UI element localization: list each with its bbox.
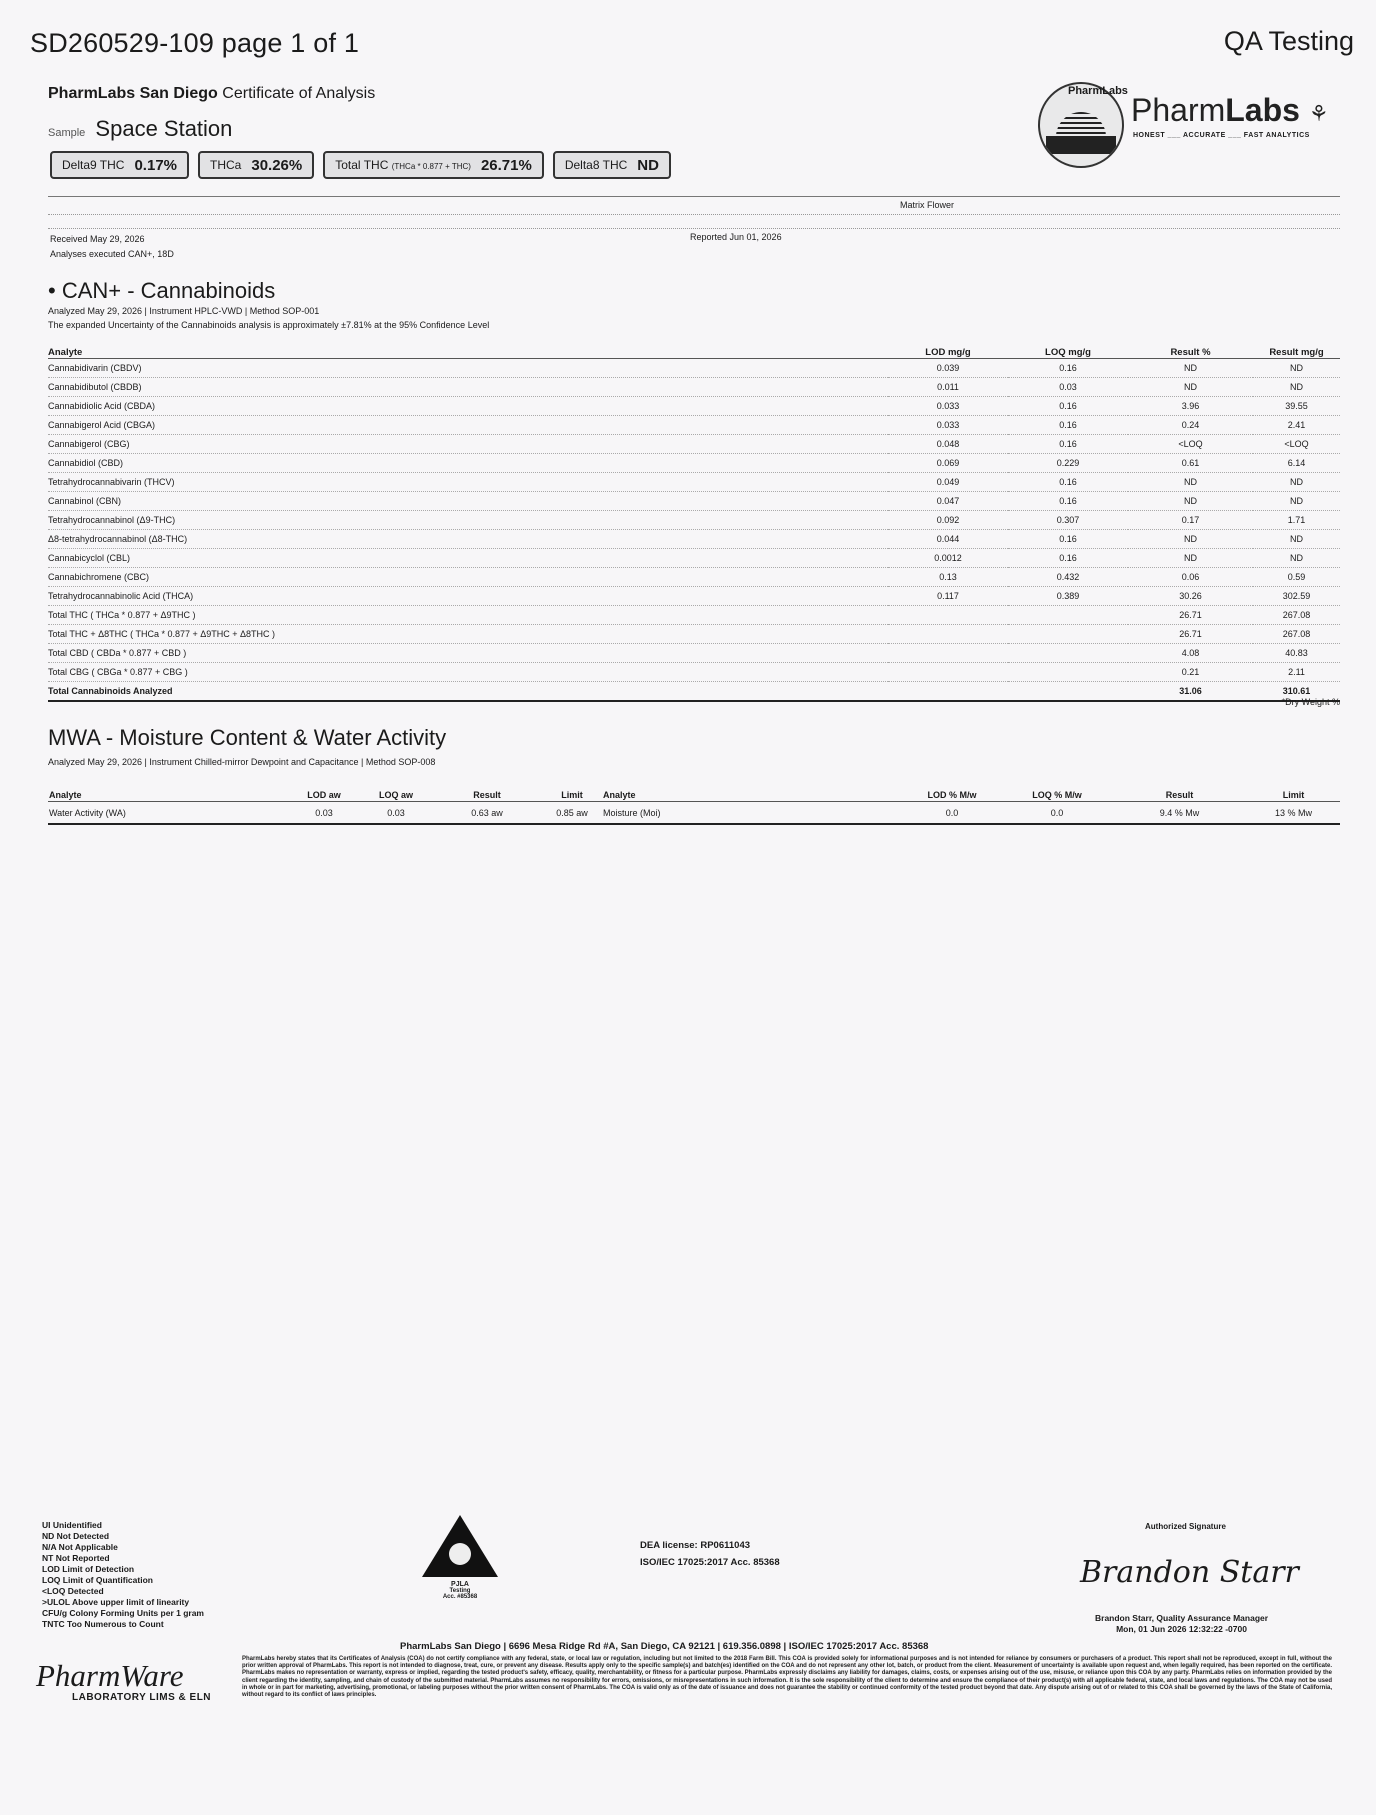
cell: 0.011 — [888, 378, 1008, 397]
cell: ND — [1128, 492, 1253, 511]
cell: 0.092 — [888, 511, 1008, 530]
cell: Tetrahydrocannabivarin (THCV) — [48, 473, 888, 492]
sample-name: Space Station — [95, 116, 233, 141]
cell: 0.21 — [1128, 663, 1253, 682]
cell: Tetrahydrocannabinol (Δ9-THC) — [48, 511, 888, 530]
cell: Cannabidiol (CBD) — [48, 454, 888, 473]
pharmware-logo — [36, 1658, 211, 1703]
col-limit: Limit — [1247, 775, 1340, 802]
col-result-percent: Result % — [1128, 334, 1253, 359]
cell: ND — [1253, 549, 1340, 568]
cell: Total THC + Δ8THC ( THCa * 0.877 + Δ9THC + Δ8THC ) — [48, 625, 888, 644]
badge-label: Total THC (THCa * 0.877 + THC) — [335, 158, 471, 172]
col-analyte: Analyte — [48, 334, 888, 359]
qa-testing-label: QA Testing — [1223, 26, 1354, 56]
pjla-accreditation — [420, 1515, 500, 1600]
cell: 0.048 — [888, 435, 1008, 454]
cell — [888, 644, 1008, 663]
cell: Cannabidibutol (CBDB) — [48, 378, 888, 397]
col-result: Result — [1112, 775, 1247, 802]
cell: Cannabidivarin (CBDV) — [48, 359, 888, 378]
divider — [48, 228, 1340, 229]
sign-date: Mon, 01 Jun 2026 12:32:22 -0700 — [1116, 1624, 1247, 1634]
badge-thca — [198, 151, 314, 179]
badge-value: 26.71% — [480, 156, 532, 174]
cell: 302.59 — [1253, 587, 1340, 606]
badge-label: Delta9 THC — [62, 158, 125, 172]
cell: 2.11 — [1253, 663, 1340, 682]
cell — [1008, 625, 1128, 644]
logo-tagline: HONEST ___ ACCURATE ___ FAST ANALYTICS — [1133, 132, 1310, 139]
table-row — [48, 644, 1340, 663]
cannabinoids-analyzed: Analyzed May 29, 2026 | Instrument HPLC-VWD | Method SOP-001 — [48, 306, 320, 316]
table-row — [48, 454, 1340, 473]
signature-label: Authorized Signature — [1145, 1522, 1226, 1531]
lab-name: PharmLabs San Diego — [48, 85, 218, 102]
cell: Cannabichromene (CBC) — [48, 568, 888, 587]
moisture-analyzed: Analyzed May 29, 2026 | Instrument Chilled-mirror Dewpoint and Capacitance | Method SOP-008 — [48, 757, 436, 767]
signature-image: Brandon Starr — [1080, 1555, 1299, 1590]
legend-item: NT Not Reported — [42, 1553, 110, 1563]
cell: Cannabigerol Acid (CBGA) — [48, 416, 888, 435]
cell: 0.16 — [1008, 530, 1128, 549]
col-lod: LOD aw — [288, 775, 360, 802]
table-row — [48, 625, 1340, 644]
cell: 0.06 — [1128, 568, 1253, 587]
pjla-sub: Testing — [449, 1588, 471, 1594]
pharmware-name: PharmWare — [36, 1658, 184, 1693]
cell: Total CBG ( CBGa * 0.877 + CBG ) — [48, 663, 888, 682]
pharmlabs-logo — [1038, 82, 1338, 160]
cell: 0.0 — [1002, 802, 1112, 825]
cell: 30.26 — [1128, 587, 1253, 606]
cell: 0.307 — [1008, 511, 1128, 530]
col-analyte: Analyte — [602, 775, 902, 802]
cell: Water Activity (WA) — [48, 802, 288, 825]
table-row — [48, 663, 1340, 682]
potency-badges — [50, 151, 671, 179]
table-row — [48, 397, 1340, 416]
iso-accreditation: ISO/IEC 17025:2017 Acc. 85368 — [640, 1557, 780, 1568]
legend-item: <LOQ Detected — [42, 1586, 104, 1596]
pjla-name: PJLA — [451, 1581, 469, 1588]
sample-line — [48, 116, 232, 142]
cell: 0.039 — [888, 359, 1008, 378]
badge-value: 0.17% — [134, 156, 178, 174]
table-row — [48, 802, 1340, 825]
cell: 0.432 — [1008, 568, 1128, 587]
cell: 2.41 — [1253, 416, 1340, 435]
pjla-logo-icon — [422, 1515, 498, 1577]
cell: 0.85 aw — [542, 802, 602, 825]
cell: 31.06 — [1128, 682, 1253, 702]
table-row — [48, 606, 1340, 625]
legend-item: >ULOL Above upper limit of linearity — [42, 1597, 190, 1607]
cell: 0.229 — [1008, 454, 1128, 473]
cell: Δ8-tetrahydrocannabinol (Δ8-THC) — [48, 530, 888, 549]
cell: ND — [1128, 359, 1253, 378]
cell: 0.033 — [888, 397, 1008, 416]
cell: 0.389 — [1008, 587, 1128, 606]
table-row — [48, 359, 1340, 378]
cell: 310.61 — [1253, 682, 1340, 702]
cell — [1008, 606, 1128, 625]
cell: 0.16 — [1008, 397, 1128, 416]
table-row — [48, 378, 1340, 397]
lab-address: PharmLabs San Diego | 6696 Mesa Ridge Rd #A, San Diego, CA 92121 | 619.356.0898 | ISO/IEC 17025:2017 Acc. 85368 — [400, 1641, 929, 1652]
cell: 0.16 — [1008, 435, 1128, 454]
col-lod: LOD mg/g — [888, 334, 1008, 359]
cell: ND — [1253, 530, 1340, 549]
table-header-row — [48, 334, 1340, 359]
cell: 6.14 — [1253, 454, 1340, 473]
cell: Cannabidiolic Acid (CBDA) — [48, 397, 888, 416]
cell: Tetrahydrocannabinolic Acid (THCA) — [48, 587, 888, 606]
cell: 9.4 % Mw — [1112, 802, 1247, 825]
cell: 0.044 — [888, 530, 1008, 549]
document-id: SD260529-109 page 1 of 1 — [30, 28, 360, 58]
cell: ND — [1253, 359, 1340, 378]
cell: 13 % Mw — [1247, 802, 1340, 825]
cell: 0.03 — [1008, 378, 1128, 397]
legend-item: TNTC Too Numerous to Count — [42, 1619, 164, 1629]
cell: 0.16 — [1008, 416, 1128, 435]
cell: ND — [1128, 473, 1253, 492]
dea-license: DEA license: RP0611043 — [640, 1540, 751, 1551]
cell: 0.047 — [888, 492, 1008, 511]
coa-label: Certificate of Analysis — [222, 85, 376, 102]
legend-item: LOD Limit of Detection — [42, 1564, 135, 1574]
cannabinoids-uncertainty: The expanded Uncertainty of the Cannabinoids analysis is approximately ±7.81% at the 95% Confidence Level — [48, 320, 490, 330]
cell: 0.16 — [1008, 359, 1128, 378]
cell: 0.16 — [1008, 492, 1128, 511]
cannabinoids-title: • CAN+ - Cannabinoids — [48, 278, 276, 303]
license-info — [640, 1537, 780, 1571]
cell: <LOQ — [1253, 435, 1340, 454]
cell: 0.63 aw — [432, 802, 542, 825]
cell: ND — [1128, 549, 1253, 568]
badge-label: Delta8 THC — [564, 158, 628, 172]
cell: 0.049 — [888, 473, 1008, 492]
cell: 40.83 — [1253, 644, 1340, 663]
cell: 0.59 — [1253, 568, 1340, 587]
cell: 0.0012 — [888, 549, 1008, 568]
table-row — [48, 416, 1340, 435]
cell: Cannabicyclol (CBL) — [48, 549, 888, 568]
cell: Total THC ( THCa * 0.877 + Δ9THC ) — [48, 606, 888, 625]
cell: Cannabigerol (CBG) — [48, 435, 888, 454]
moisture-table — [48, 775, 1340, 825]
col-loq: LOQ % M/w — [1002, 775, 1112, 802]
cell: 3.96 — [1128, 397, 1253, 416]
cell — [888, 682, 1008, 702]
matrix: Matrix Flower — [900, 200, 955, 210]
badge-delta8-thc — [553, 151, 671, 179]
legend-item: LOQ Limit of Quantification — [42, 1575, 153, 1585]
cell: 0.0 — [902, 802, 1002, 825]
legend-item: ND Not Detected — [42, 1531, 110, 1541]
cell: 26.71 — [1128, 606, 1253, 625]
received-date: Received May 29, 2026 — [50, 234, 145, 244]
cell — [1008, 682, 1128, 702]
col-loq: LOQ mg/g — [1008, 334, 1128, 359]
badge-value: ND — [637, 156, 659, 174]
pharmware-sub: LABORATORY LIMS & ELN — [72, 1692, 212, 1703]
cell: Total Cannabinoids Analyzed — [48, 682, 888, 702]
sample-label: Sample — [48, 127, 86, 139]
table-row — [48, 587, 1340, 606]
cell: Total CBD ( CBDa * 0.877 + CBD ) — [48, 644, 888, 663]
moisture-title: MWA - Moisture Content & Water Activity — [48, 725, 447, 750]
cell: 0.03 — [288, 802, 360, 825]
cell: 0.03 — [360, 802, 432, 825]
cell: 0.117 — [888, 587, 1008, 606]
legend-item: CFU/g Colony Forming Units per 1 gram — [42, 1608, 204, 1618]
cell: ND — [1253, 492, 1340, 511]
cell: 0.13 — [888, 568, 1008, 587]
cell — [888, 606, 1008, 625]
divider — [48, 214, 1340, 215]
cell: Cannabinol (CBN) — [48, 492, 888, 511]
cell: 39.55 — [1253, 397, 1340, 416]
col-loq: LOQ aw — [360, 775, 432, 802]
signer — [1095, 1613, 1268, 1635]
cannabinoids-table — [48, 334, 1340, 702]
col-analyte: Analyte — [48, 775, 288, 802]
badge-total-thc — [323, 151, 544, 179]
cell: ND — [1128, 378, 1253, 397]
cell: 267.08 — [1253, 625, 1340, 644]
logo-name: PharmLabs ⚘ — [1131, 92, 1329, 128]
cell — [1008, 644, 1128, 663]
col-lod: LOD % M/w — [902, 775, 1002, 802]
cell — [888, 663, 1008, 682]
cell: ND — [1253, 473, 1340, 492]
col-limit: Limit — [542, 775, 602, 802]
table-header-row — [48, 775, 1340, 802]
signer-name: Brandon Starr, Quality Assurance Manager — [1095, 1613, 1269, 1623]
cell: 0.16 — [1008, 549, 1128, 568]
table-row — [48, 473, 1340, 492]
cell — [888, 625, 1008, 644]
divider — [48, 196, 1340, 197]
table-row — [48, 682, 1340, 702]
logo-arc-text: PharmLabs — [1068, 85, 1128, 97]
table-row — [48, 492, 1340, 511]
lab-line — [48, 85, 375, 103]
cell: 0.17 — [1128, 511, 1253, 530]
table-row — [48, 435, 1340, 454]
badge-label: THCa — [210, 158, 242, 172]
cell: 0.24 — [1128, 416, 1253, 435]
legend-item: N/A Not Applicable — [42, 1542, 118, 1552]
table-row — [48, 530, 1340, 549]
col-result: Result — [432, 775, 542, 802]
cell — [1008, 663, 1128, 682]
pjla-acc: Acc. #85368 — [442, 1594, 478, 1600]
dry-weight-note: *Dry Weight % — [1281, 697, 1340, 707]
cell: 267.08 — [1253, 606, 1340, 625]
cell: 0.069 — [888, 454, 1008, 473]
cell: 26.71 — [1128, 625, 1253, 644]
table-row — [48, 568, 1340, 587]
cell: 4.08 — [1128, 644, 1253, 663]
disclaimer: PharmLabs hereby states that its Certificates of Analysis (COA) do not certify compliance with any federal, state, or local law or regulation, including but not limited to the 2018 Farm Bill. This COA is provided solely for informational purposes and is not intended for reliance by consumers or purchasers of a product. This report shall not be reproduced, except in full, without the prior written approval of PharmLabs. This report is not intended to diagnose, treat, cure, or prevent any disease. Results apply only to the specific sample(s) and batch(es) identified on the COA and do not represent any other lot, batch, or product from the client. Measurement of uncertainty is available upon request and, when legally required, has been reported on the certificate. PharmLabs makes no representation or warranty, express or implied, regarding the tested product's safety, efficacy, quality, merchantability, or fitness for a particular purpose. PharmLabs expressly disclaims any liability for damages, claims, costs, or expenses arising out of the use, misuse, or reliance upon this COA by any party. PharmLabs relies on information provided by the client regarding the identity, sampling, and chain of custody of the submitted material. PharmLabs assumes no responsibility for errors, omissions, or misrepresentations in such information. It is the sole responsibility of the client to determine and ensure the compliance of their product(s) with all applicable federal, state, and local laws and regulations. The COA may not be used in whole or in part for marketing, advertising, promotional, or labeling purposes without the prior written consent of PharmLabs. The COA is valid only as of the date of issuance and does not guarantee the stability or continued conformity of the tested product beyond that date. Any dispute arising out of or related to this COA shall be governed by the laws of the State of California, without regard to its conflict of laws principles. — [242, 1656, 1332, 1699]
table-row — [48, 511, 1340, 530]
cell: ND — [1253, 378, 1340, 397]
cell: <LOQ — [1128, 435, 1253, 454]
cell: ND — [1128, 530, 1253, 549]
abbreviation-legend — [42, 1520, 204, 1630]
cell: Moisture (Moi) — [602, 802, 902, 825]
reported-date: Reported Jun 01, 2026 — [690, 232, 782, 242]
cell: 0.61 — [1128, 454, 1253, 473]
cell: 0.16 — [1008, 473, 1128, 492]
col-result-mgg: Result mg/g — [1253, 334, 1340, 359]
badge-formula: (THCa * 0.877 + THC) — [391, 162, 471, 171]
cell: 1.71 — [1253, 511, 1340, 530]
cell: 0.033 — [888, 416, 1008, 435]
badge-value: 30.26% — [251, 156, 303, 174]
analyses-executed: Analyses executed CAN+, 18D — [50, 249, 174, 259]
table-row — [48, 549, 1340, 568]
legend-item: UI Unidentified — [42, 1520, 102, 1530]
badge-delta9-thc — [50, 151, 189, 179]
